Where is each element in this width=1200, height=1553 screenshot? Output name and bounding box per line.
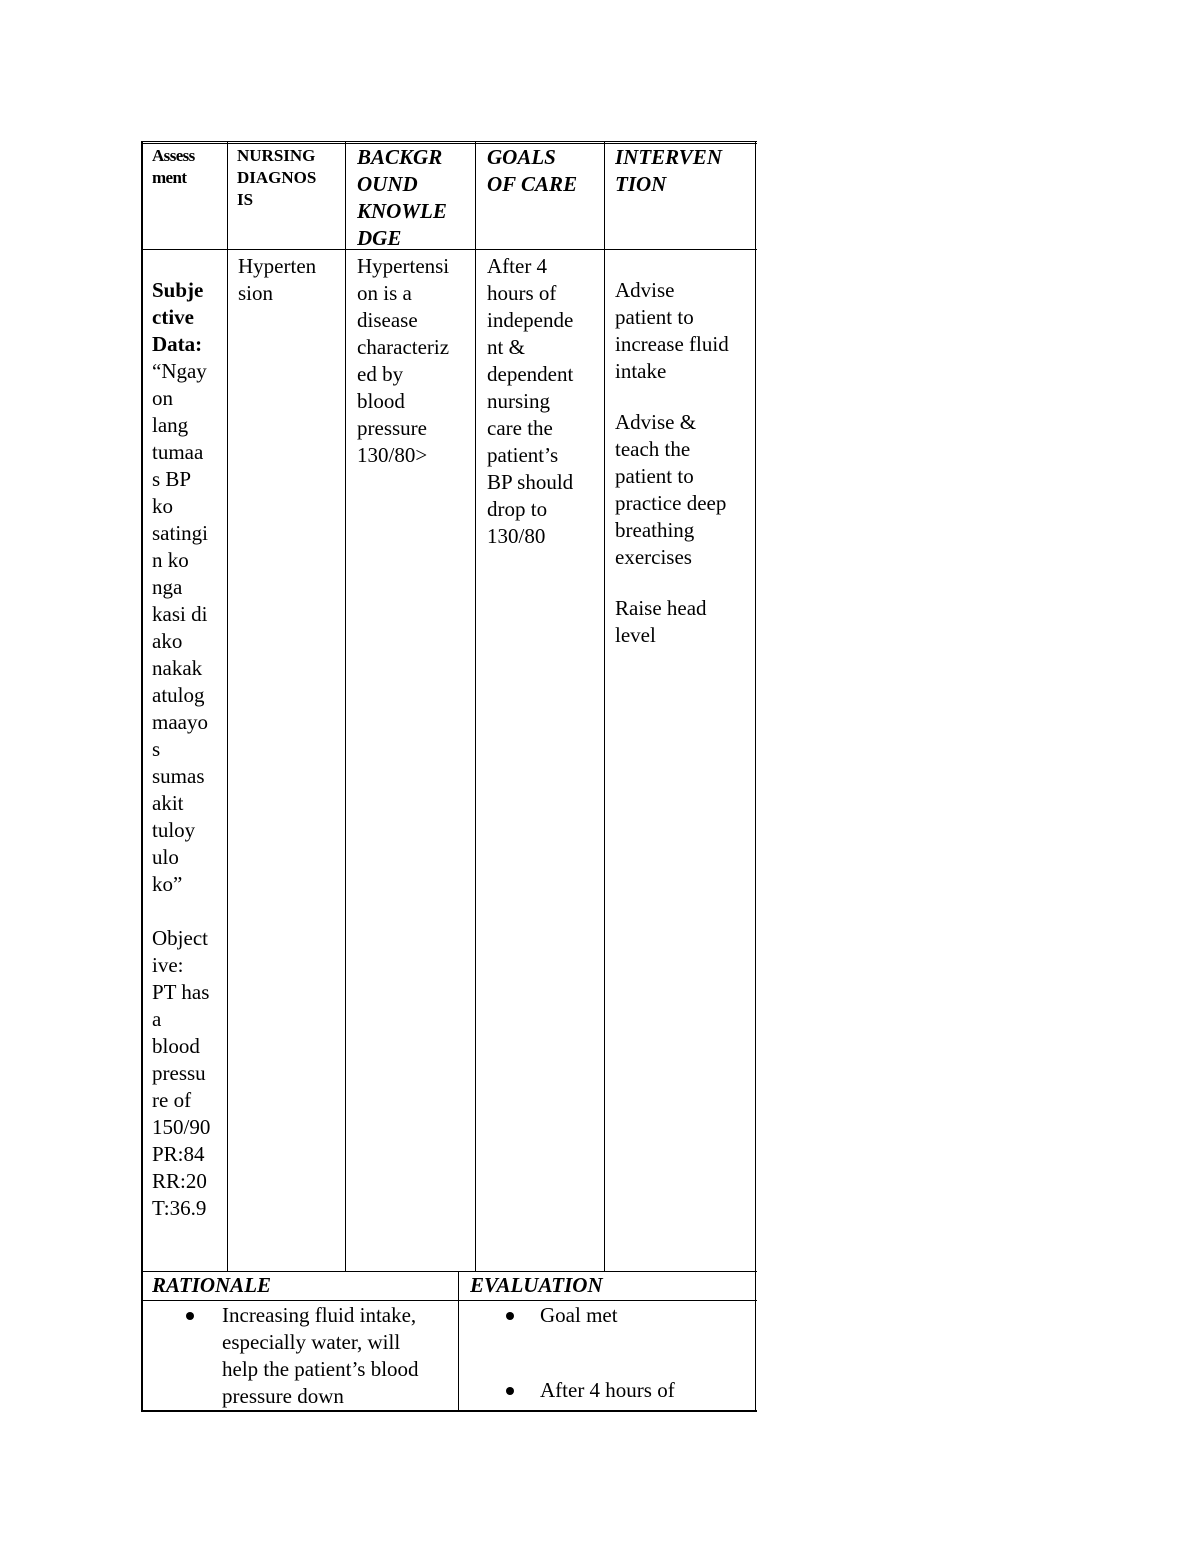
lower-column-divider: [458, 1271, 459, 1411]
table-left-border: [141, 141, 143, 1412]
intervention-cell: [615, 277, 754, 649]
evaluation-item-goal-met: Goal met: [540, 1303, 618, 1327]
bullet-icon: [506, 1387, 514, 1395]
objective-data: Object ive: PT has a blood pressu re of 150/90 PR:84 RR:20 T:36.9: [152, 926, 211, 1220]
bullet-icon: [186, 1312, 194, 1320]
header-background-knowledge: BACKGR OUND KNOWLE DGE: [357, 145, 447, 250]
column-divider-2: [345, 141, 346, 1271]
bullet-icon: [506, 1312, 514, 1320]
evaluation-item-after-hours: After 4 hours of: [540, 1378, 675, 1402]
column-divider-4: [604, 141, 605, 1271]
intervention-item-fluid: Advise patient to increase fluid intake: [615, 278, 729, 383]
table-bottom-border: [141, 1410, 757, 1412]
header-intervention: INTERVEN TION: [615, 145, 722, 196]
header-rationale: RATIONALE: [152, 1273, 272, 1297]
assessment-cell: [152, 277, 226, 1267]
diagnosis-cell: Hyperten sion: [238, 254, 317, 305]
subjective-data-label: Subje ctive Data:: [152, 278, 204, 356]
table-right-border: [755, 141, 756, 1412]
header-assessment: Assess ment: [152, 146, 195, 187]
intervention-item-head: Raise head level: [615, 596, 707, 647]
intervention-item-breathing: Advise & teach the patient to practice deep breathing exercises: [615, 410, 727, 569]
goals-cell: After 4 hours of independe nt & dependent nursing care the patient’s BP should drop to 130/80: [487, 254, 574, 548]
column-divider-1: [227, 141, 228, 1271]
subjective-quote: “Ngay on lang tumaa s BP ko satingi n ko nga kasi di ako nakak atulog maayo s sumas akit tuloy ulo ko”: [152, 359, 208, 896]
header-goals-of-care: GOALS OF CARE: [487, 145, 578, 196]
column-divider-3: [475, 141, 476, 1271]
table-top-border: [141, 141, 757, 142]
lower-header-divider: [141, 1300, 757, 1301]
background-cell: Hypertensi on is a disease characteriz ed by blood pressure 130/80>: [357, 254, 450, 467]
header-nursing-diagnosis: NURSING DIAGNOS IS: [237, 146, 317, 209]
rationale-item: Increasing fluid intake, especially water, will help the patient’s blood pressure down: [222, 1303, 419, 1408]
header-evaluation: EVALUATION: [470, 1273, 603, 1297]
